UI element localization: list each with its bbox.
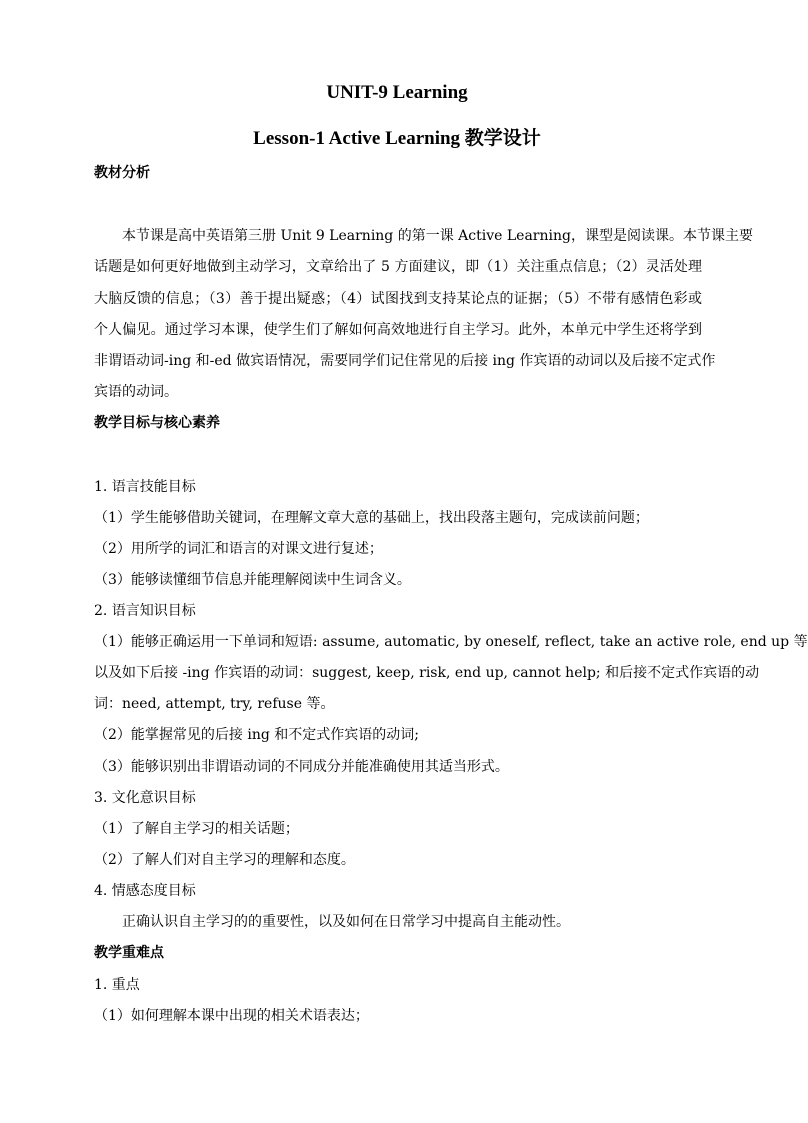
- difficulty-item: （1）如何理解本课中出现的相关术语表达；: [94, 1008, 369, 1024]
- goal-item: 2. 语言知识目标: [94, 603, 196, 619]
- goal-item: （3）能够识别出非谓语动词的不同成分并能准确使用其适当形式。: [94, 759, 509, 775]
- difficulty-item: 1. 重点: [94, 977, 140, 993]
- goal-item: 词：need, attempt, try, refuse 等。: [94, 696, 335, 712]
- section-heading-goals: 教学目标与核心素养: [94, 415, 220, 431]
- analysis-line-2: 话题是如何更好地做到主动学习，文章给出了 5 方面建议，即（1）关注重点信息；（2）灵活处理: [94, 259, 702, 275]
- goal-item: 以及如下后接 -ing 作宾语的动词：suggest, keep, risk, end up, cannot help; 和后接不定式作宾语的动: [94, 665, 760, 681]
- analysis-line-1: 本节课是高中英语第三册 Unit 9 Learning 的第一课 Active Learning，课型是阅读课。本节课主要: [122, 228, 753, 244]
- section-heading-analysis: 教材分析: [94, 165, 150, 181]
- goal-item: 3. 文化意识目标: [94, 790, 196, 806]
- goal-item: 正确认识自主学习的的重要性，以及如何在日常学习中提高自主能动性。: [122, 914, 570, 930]
- document-subtitle: Lesson-1 Active Learning 教学设计: [253, 128, 541, 149]
- analysis-line-3: 大脑反馈的信息；（3）善于提出疑惑；（4）试图找到支持某论点的证据；（5）不带有感情色彩或: [94, 291, 702, 307]
- goal-item: 4. 情感态度目标: [94, 883, 196, 899]
- analysis-line-4: 个人偏见。通过学习本课，使学生们了解如何高效地进行自主学习。此外，本单元中学生还将学到: [94, 322, 702, 338]
- analysis-line-5: 非谓语动词-ing 和-ed 做宾语情况，需要同学们记住常见的后接 ing 作宾语的动词以及后接不定式作: [94, 353, 716, 369]
- analysis-line-6: 宾语的动词。: [94, 384, 178, 400]
- goal-item: 1. 语言技能目标: [94, 479, 196, 495]
- goal-item: （1）学生能够借助关键词，在理解文章大意的基础上，找出段落主题句，完成读前问题；: [94, 510, 649, 526]
- goal-item: （2）能掌握常见的后接 ing 和不定式作宾语的动词;: [94, 727, 419, 743]
- goal-item: （2）了解人们对自主学习的理解和态度。: [94, 852, 355, 868]
- goal-item: （1）能够正确运用一下单词和短语: assume, automatic, by oneself, reflect, take an active role, end up 等: [94, 634, 808, 650]
- goal-item: （2）用所学的词汇和语言的对课文进行复述；: [94, 541, 383, 557]
- goal-item: （1）了解自主学习的相关话题；: [94, 821, 299, 837]
- section-heading-difficulties: 教学重难点: [94, 945, 164, 961]
- goal-item: （3）能够读懂细节信息并能理解阅读中生词含义。: [94, 572, 411, 588]
- document-title: UNIT-9 Learning: [326, 82, 468, 103]
